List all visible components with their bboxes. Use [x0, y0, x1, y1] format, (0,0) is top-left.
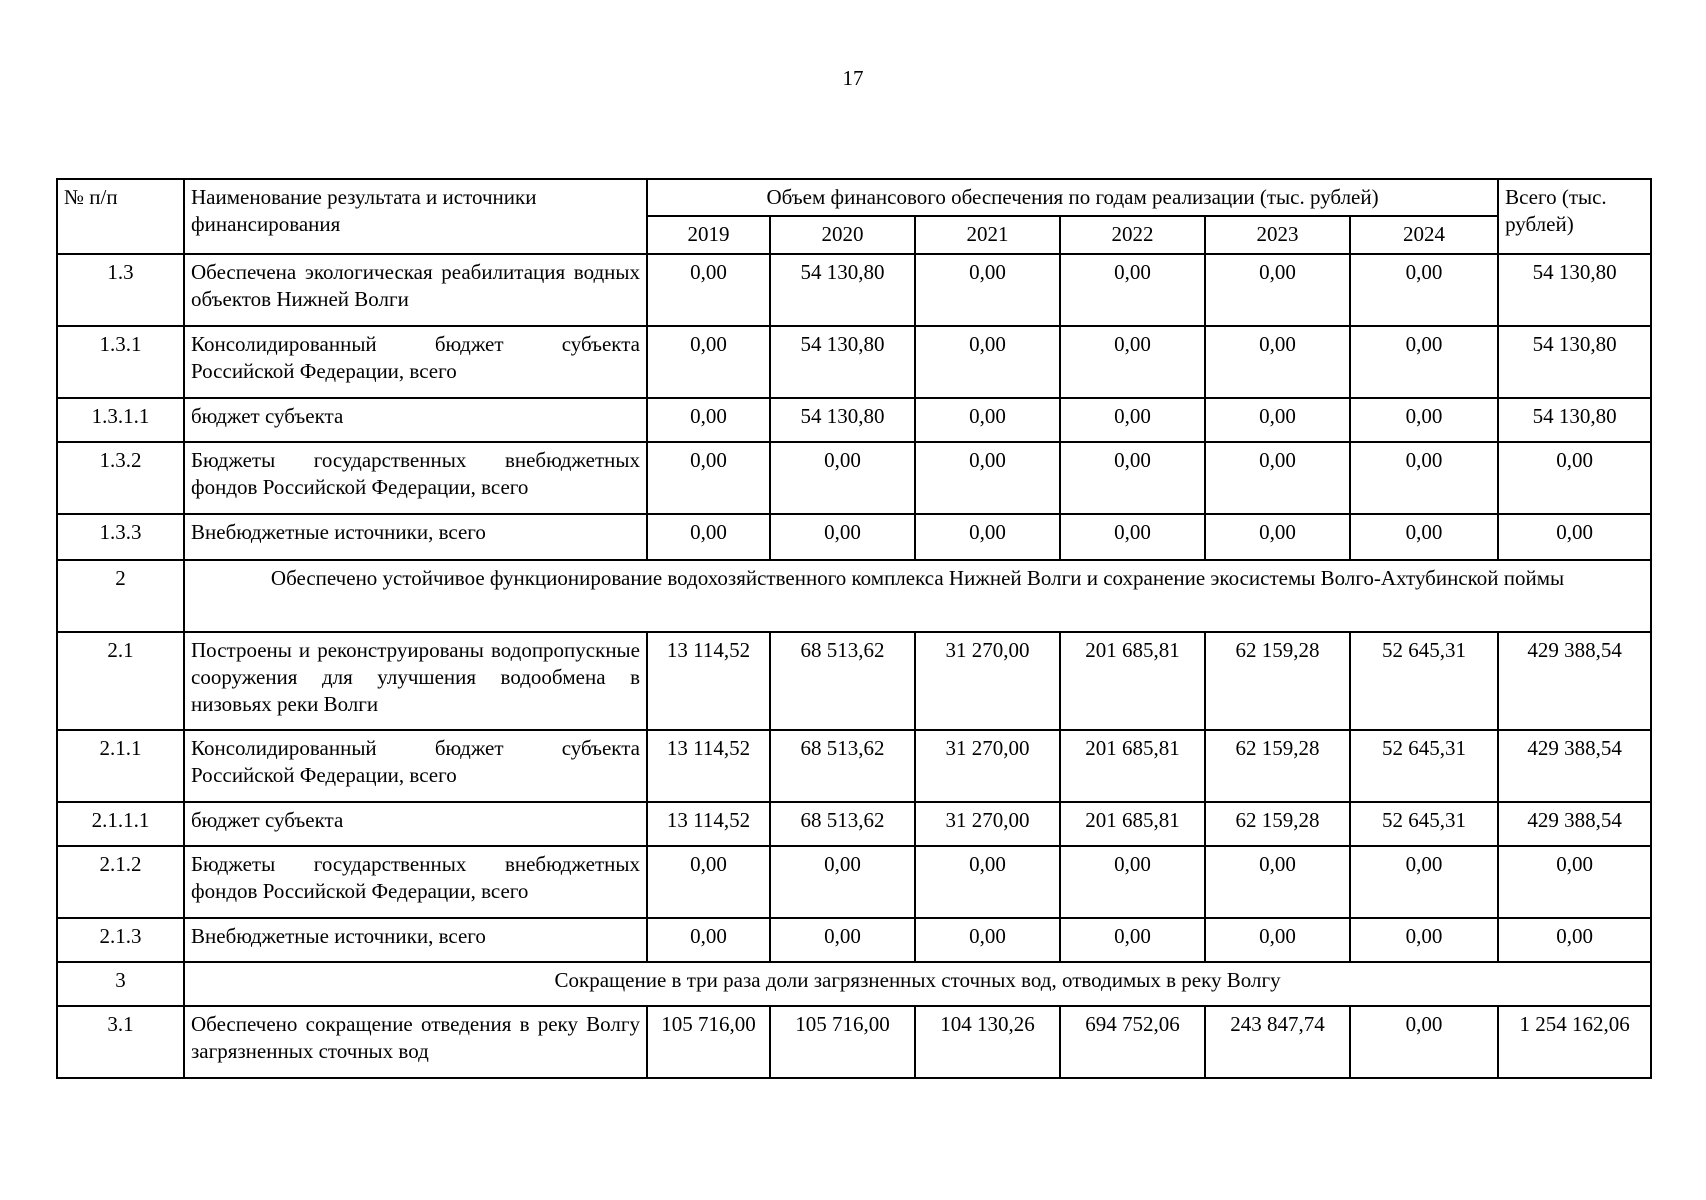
value-2019: 0,00: [647, 326, 770, 398]
row-name: бюджет субъекта: [184, 398, 647, 442]
value-2023: 0,00: [1205, 514, 1350, 560]
header-year: 2019: [647, 216, 770, 253]
value-2020: 54 130,80: [770, 326, 915, 398]
row-num: 1.3.1.1: [57, 398, 184, 442]
row-num: 2.1.2: [57, 846, 184, 918]
value-2023: 62 159,28: [1205, 730, 1350, 802]
header-year: 2022: [1060, 216, 1205, 253]
header-year: 2023: [1205, 216, 1350, 253]
header-name: Наименование результата и источники финансирования: [184, 179, 647, 254]
value-2024: 52 645,31: [1350, 730, 1498, 802]
value-2023: 0,00: [1205, 254, 1350, 326]
value-2019: 13 114,52: [647, 632, 770, 730]
value-2022: 0,00: [1060, 254, 1205, 326]
table-row: [57, 326, 1651, 398]
row-num: 1.3.2: [57, 442, 184, 514]
value-total: 1 254 162,06: [1498, 1006, 1651, 1078]
value-2024: 0,00: [1350, 846, 1498, 918]
financing-table: [56, 178, 1652, 1079]
row-num: 1.3: [57, 254, 184, 326]
value-2024: 0,00: [1350, 442, 1498, 514]
value-2024: 0,00: [1350, 326, 1498, 398]
value-2024: 52 645,31: [1350, 802, 1498, 846]
value-2024: 0,00: [1350, 254, 1498, 326]
table-row: [57, 398, 1651, 442]
table-row: [57, 918, 1651, 962]
row-name: Консолидированный бюджет субъекта Российской Федерации, всего: [184, 326, 647, 398]
value-2022: 201 685,81: [1060, 632, 1205, 730]
value-2019: 0,00: [647, 254, 770, 326]
value-2024: 0,00: [1350, 398, 1498, 442]
header-year: 2020: [770, 216, 915, 253]
value-2020: 0,00: [770, 442, 915, 514]
value-2022: 0,00: [1060, 514, 1205, 560]
section-title: Сокращение в три раза доли загрязненных сточных вод, отводимых в реку Волгу: [184, 962, 1651, 1006]
value-2021: 0,00: [915, 398, 1060, 442]
value-2022: 0,00: [1060, 442, 1205, 514]
value-total: 54 130,80: [1498, 326, 1651, 398]
table-row: [57, 514, 1651, 560]
value-2023: 62 159,28: [1205, 632, 1350, 730]
value-2022: 0,00: [1060, 918, 1205, 962]
value-total: 54 130,80: [1498, 398, 1651, 442]
value-total: 429 388,54: [1498, 802, 1651, 846]
row-num: 3.1: [57, 1006, 184, 1078]
value-2022: 201 685,81: [1060, 802, 1205, 846]
value-2019: 13 114,52: [647, 802, 770, 846]
value-2021: 0,00: [915, 918, 1060, 962]
value-2020: 68 513,62: [770, 632, 915, 730]
row-name: бюджет субъекта: [184, 802, 647, 846]
value-2021: 0,00: [915, 846, 1060, 918]
row-name: Построены и реконструированы водопропускные сооружения для улучшения водообмена в низовьях реки Волги: [184, 632, 647, 730]
value-total: 429 388,54: [1498, 730, 1651, 802]
value-total: 0,00: [1498, 918, 1651, 962]
row-num: 2.1.3: [57, 918, 184, 962]
row-name: Обеспечено сокращение отведения в реку Волгу загрязненных сточных вод: [184, 1006, 647, 1078]
table-row: [57, 730, 1651, 802]
value-2021: 0,00: [915, 326, 1060, 398]
value-total: 429 388,54: [1498, 632, 1651, 730]
value-2019: 0,00: [647, 514, 770, 560]
value-2020: 54 130,80: [770, 398, 915, 442]
table-row: [57, 442, 1651, 514]
value-2020: 0,00: [770, 514, 915, 560]
value-2023: 0,00: [1205, 326, 1350, 398]
value-2024: 0,00: [1350, 1006, 1498, 1078]
table-row: [57, 254, 1651, 326]
row-num: 3: [57, 962, 184, 1006]
header-num: № п/п: [57, 179, 184, 254]
row-num: 2.1.1.1: [57, 802, 184, 846]
value-2020: 0,00: [770, 846, 915, 918]
page-number: 17: [842, 66, 864, 90]
value-total: 0,00: [1498, 846, 1651, 918]
value-2023: 0,00: [1205, 398, 1350, 442]
row-num: 2.1.1: [57, 730, 184, 802]
row-num: 1.3.3: [57, 514, 184, 560]
value-2020: 68 513,62: [770, 802, 915, 846]
value-2021: 31 270,00: [915, 802, 1060, 846]
row-name: Консолидированный бюджет субъекта Российской Федерации, всего: [184, 730, 647, 802]
value-2020: 105 716,00: [770, 1006, 915, 1078]
value-2024: 0,00: [1350, 918, 1498, 962]
value-2022: 201 685,81: [1060, 730, 1205, 802]
value-2021: 0,00: [915, 442, 1060, 514]
value-2021: 104 130,26: [915, 1006, 1060, 1078]
value-2023: 0,00: [1205, 846, 1350, 918]
value-2022: 0,00: [1060, 326, 1205, 398]
value-2024: 0,00: [1350, 514, 1498, 560]
value-total: 54 130,80: [1498, 254, 1651, 326]
value-2019: 0,00: [647, 846, 770, 918]
value-2021: 0,00: [915, 254, 1060, 326]
value-2022: 694 752,06: [1060, 1006, 1205, 1078]
section-title: Обеспечено устойчивое функционирование водохозяйственного комплекса Нижней Волги и сохранение экосистемы Волго-Ахтубинской поймы: [184, 560, 1651, 632]
header-years-group: Объем финансового обеспечения по годам реализации (тыс. рублей): [647, 179, 1498, 216]
value-2021: 0,00: [915, 514, 1060, 560]
value-2019: 105 716,00: [647, 1006, 770, 1078]
header-total: Всего (тыс. рублей): [1498, 179, 1651, 254]
value-2023: 0,00: [1205, 918, 1350, 962]
row-name: Бюджеты государственных внебюджетных фондов Российской Федерации, всего: [184, 442, 647, 514]
table-row: [57, 802, 1651, 846]
value-2020: 68 513,62: [770, 730, 915, 802]
section-row: [57, 560, 1651, 632]
header-year: 2024: [1350, 216, 1498, 253]
value-2019: 0,00: [647, 398, 770, 442]
row-name: Внебюджетные источники, всего: [184, 514, 647, 560]
value-2019: 0,00: [647, 442, 770, 514]
value-2023: 243 847,74: [1205, 1006, 1350, 1078]
section-row: [57, 962, 1651, 1006]
value-2022: 0,00: [1060, 846, 1205, 918]
row-name: Бюджеты государственных внебюджетных фондов Российской Федерации, всего: [184, 846, 647, 918]
table-row: [57, 1006, 1651, 1078]
value-2021: 31 270,00: [915, 730, 1060, 802]
row-num: 2.1: [57, 632, 184, 730]
value-2022: 0,00: [1060, 398, 1205, 442]
table-row: [57, 632, 1651, 730]
row-name: Внебюджетные источники, всего: [184, 918, 647, 962]
value-2023: 62 159,28: [1205, 802, 1350, 846]
value-2020: 0,00: [770, 918, 915, 962]
row-num: 1.3.1: [57, 326, 184, 398]
row-num: 2: [57, 560, 184, 632]
row-name: Обеспечена экологическая реабилитация водных объектов Нижней Волги: [184, 254, 647, 326]
value-2023: 0,00: [1205, 442, 1350, 514]
value-2019: 0,00: [647, 918, 770, 962]
table-row: [57, 846, 1651, 918]
value-2020: 54 130,80: [770, 254, 915, 326]
value-2019: 13 114,52: [647, 730, 770, 802]
value-total: 0,00: [1498, 514, 1651, 560]
value-2024: 52 645,31: [1350, 632, 1498, 730]
header-year: 2021: [915, 216, 1060, 253]
value-total: 0,00: [1498, 442, 1651, 514]
value-2021: 31 270,00: [915, 632, 1060, 730]
